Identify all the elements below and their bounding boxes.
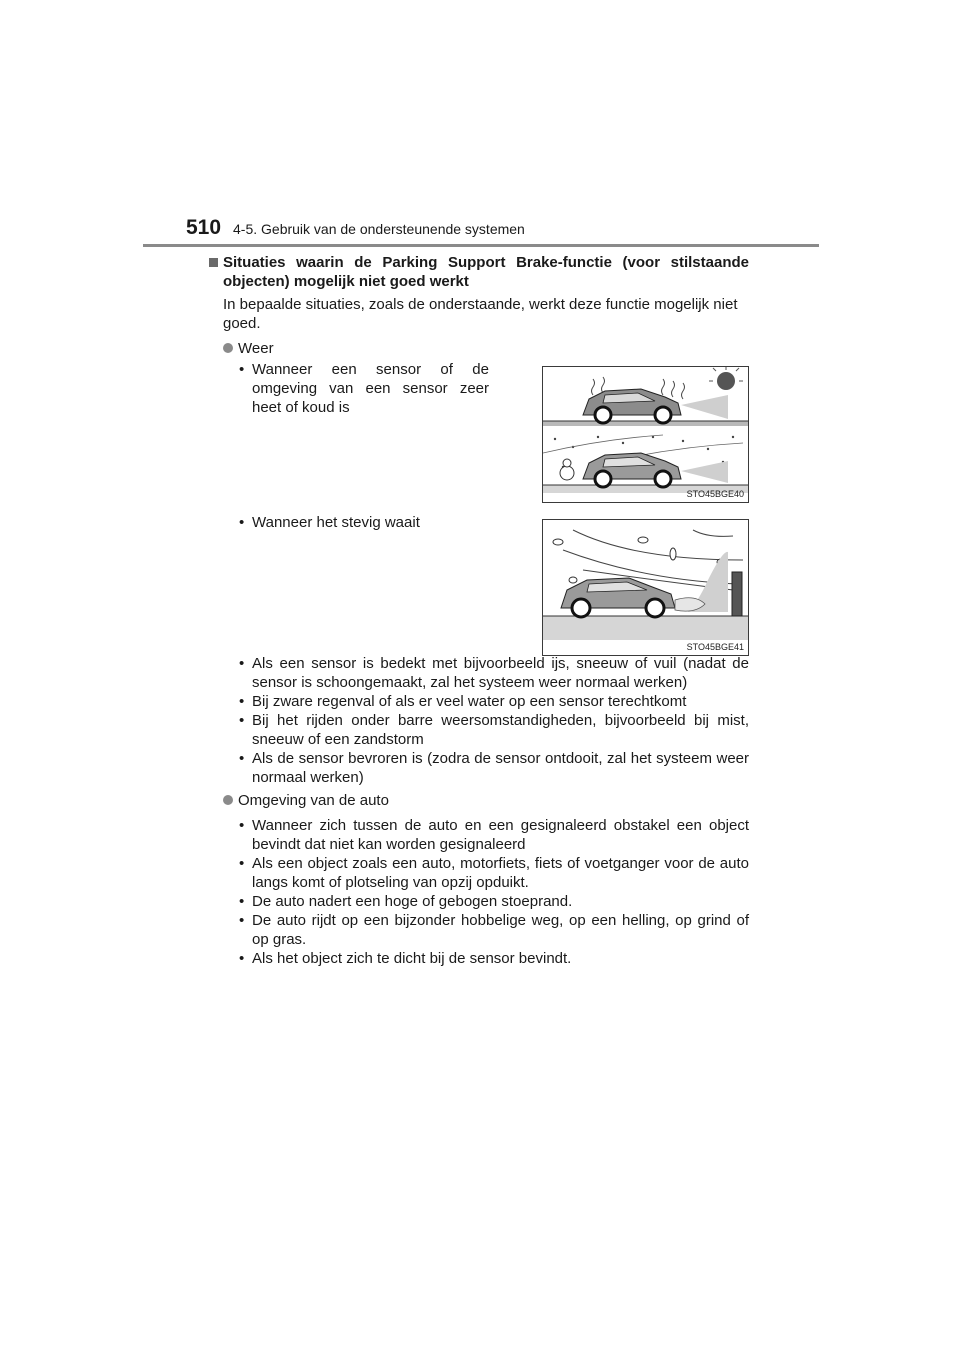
hot-cold-illustration [543, 367, 748, 502]
list-item [209, 854, 749, 892]
list-item-text: Als het object zich te dicht bij de sensor bevindt. [252, 950, 572, 967]
weather-list-wind [209, 513, 489, 532]
list-item [209, 654, 749, 692]
list-item-text: Bij zware regenval of als er veel water op een sensor terechtkomt [252, 693, 687, 710]
bullet-mark: • [239, 817, 245, 834]
figure-hot-cold-car [542, 366, 749, 503]
figure-code: STO45BGE40 [686, 489, 744, 499]
bullet-mark: • [239, 712, 245, 729]
bullet-mark: • [239, 912, 245, 929]
list-item [209, 749, 749, 787]
weather-list [209, 654, 749, 787]
bullet-mark: • [239, 750, 245, 767]
weather-figure-row-1 [209, 360, 749, 511]
bullet-mark: • [239, 855, 245, 872]
section-heading-text: Situaties waarin de Parking Support Brake-functie (voor stilstaande objecten) mogelijk niet goed werkt [223, 254, 749, 290]
list-item-text: Als een sensor is bedekt met bijvoorbeeld ijs, sneeuw of vuil (nadat de sensor is schoongemaakt, zal het systeem weer normaal werken) [252, 655, 749, 691]
list-item-text: Als de sensor bevroren is (zodra de sensor ontdooit, zal het systeem weer normaal werken) [252, 750, 749, 786]
bullet-mark: • [239, 693, 245, 710]
bullet-mark: • [239, 893, 245, 910]
list-item [209, 949, 749, 968]
bullet-mark: • [239, 361, 245, 378]
list-item-text: Wanneer het stevig waait [252, 514, 420, 531]
weather-list-hot-cold [209, 360, 489, 417]
figure-code: STO45BGE41 [686, 642, 744, 652]
page-number: 510 [186, 216, 222, 239]
list-item-text: Wanneer zich tussen de auto en een gesignaleerd obstakel een object bevindt dat niet kan worden gesignaleerd [252, 817, 749, 853]
list-item [209, 892, 749, 911]
weather-label: Weer [238, 340, 274, 357]
list-item [209, 360, 489, 417]
bullet-mark: • [239, 950, 245, 967]
square-bullet-icon [209, 258, 218, 267]
surroundings-list [209, 816, 749, 968]
list-item [209, 513, 489, 532]
surroundings-label: Omgeving van de auto [238, 792, 389, 809]
list-item [209, 816, 749, 854]
figure-wind-car [542, 519, 749, 656]
section-heading [209, 253, 749, 291]
wind-illustration [543, 520, 748, 655]
list-item-text: De auto rijdt op een bijzonder hobbelige weg, op een helling, op grind of op gras. [252, 912, 749, 948]
list-item [209, 911, 749, 949]
intro-paragraph: In bepaalde situaties, zoals de onderstaande, werkt deze functie mogelijk niet goed. [223, 296, 738, 332]
list-item [209, 711, 749, 749]
list-item-text: De auto nadert een hoge of gebogen stoeprand. [252, 893, 573, 910]
list-item-text: Wanneer een sensor of de omgeving van een sensor zeer heet of koud is [252, 361, 489, 416]
list-item [209, 692, 749, 711]
list-item-text: Bij het rijden onder barre weersomstandigheden, bijvoorbeeld bij mist, sneeuw of een zandstorm [252, 712, 749, 748]
bullet-mark: • [239, 655, 245, 672]
main-content [209, 253, 749, 968]
list-item-text: Als een object zoals een auto, motorfiets, fiets of voetganger voor de auto langs komt of plotseling van opzij opduikt. [252, 855, 749, 891]
surroundings-subheading [209, 791, 749, 810]
weather-figure-row-2 [209, 513, 749, 652]
header-divider [143, 244, 819, 247]
weather-subheading [209, 339, 749, 358]
bullet-mark: • [239, 514, 245, 531]
circle-bullet-icon [223, 795, 233, 805]
circle-bullet-icon [223, 343, 233, 353]
chapter-title: 4-5. Gebruik van de ondersteunende systemen [233, 221, 525, 237]
